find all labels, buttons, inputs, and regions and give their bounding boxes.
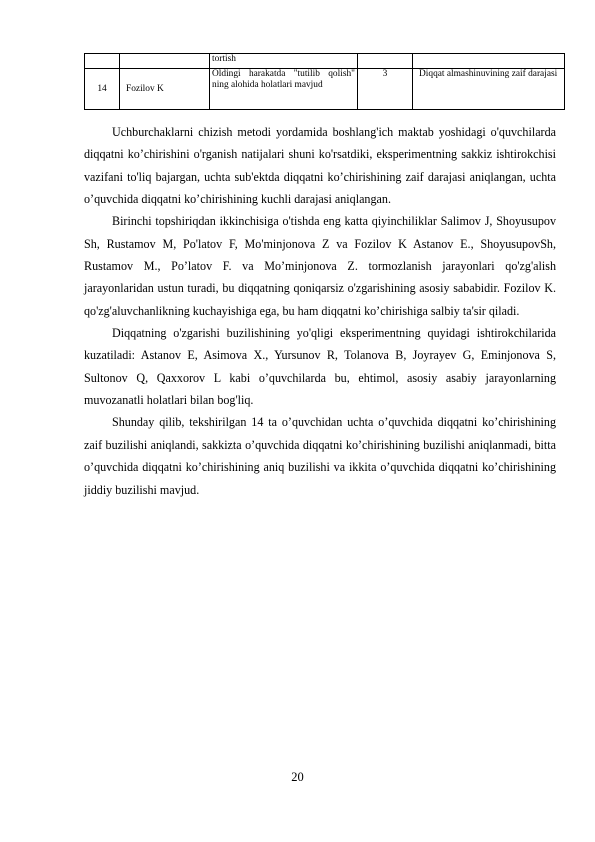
results-table [84,53,565,110]
paragraph: Diqqatning o'zgarishi buzilishining yo'qligi eksperimentning quyidagi ishtirokchilarida kuzatiladi: Astanov E, Asimova X., Yursunov R, Tolanova B, Joyrayev G, Eminjonova S, Sultonov Q, Qaxxorov L kabi o’quvchilarda bu, ehtimol, asosiy asabiy jarayonlarning muvozanatli holatlari bilan bog'liq. [84,326,556,408]
note-cell: Diqqat almashinuvining zaif darajasi [413,69,565,110]
score-cell: 3 [358,69,413,110]
table-cell [85,54,120,69]
body-text [84,121,556,501]
row-number-cell: 14 [85,69,120,110]
table-cell [358,54,413,69]
student-name-cell: Fozilov K [120,69,210,110]
paragraph: Shunday qilib, tekshirilgan 14 ta o’quvchidan uchta o’quvchida diqqatni ko’chirishining zaif buzilishi aniqlandi, sakkizta o’quvchida diqqatni ko’chirishining buzilishi aniqlanmadi, bitta o’quvchida diqqatni ko’chirishining aniq buzilishi va ikkita o’quvchida diqqatni ko’chirishining jiddiy buzilishi mavjud. [84,415,556,497]
paragraph: Birinchi topshiriqdan ikkinchisiga o'tishda eng katta qiyinchiliklar Salimov J, Shoyusupov Sh, Rustamov M, Po'latov F, Mo'minjonova Z va Fozilov K Astanov E., ShoyusupovSh, Rustamov M., Po’latov F. va Mo’minjonova Z. tormozlanish jarayonlari qo'zg'alish jarayonlaridan ustun turadi, bu diqqatning qoniqarsiz o'zgarishining asosiy sababidir. Fozilov K. qo'zg'aluvchanlikning kuchayishiga ega, bu ham diqqatni ko’chirishiga salbiy ta'sir qiladi. [84,214,556,318]
paragraph: Uchburchaklarni chizish metodi yordamida boshlang'ich maktab yoshidagi o'quvchilarda diqqatni ko’chirishini o'rganish natijalari shuni ko'rsatdiki, eksperimentning sakkiz ishtirokchisi vazifani to'liq bajargan, uchta sub'ektda diqqatni ko’chirishining zaif darajasi aniqlangan, uchta o’quvchida diqqatni ko’chirishining kuchli darajasi aniqlangan. [84,125,556,207]
table-cell: tortish [210,54,358,69]
description-cell: Oldingi harakatda "tutilib qolish" ning alohida holatlari mavjud [210,69,358,110]
table-cell [120,54,210,69]
table-row [85,69,565,110]
page-number: 20 [291,770,304,784]
table-row [85,54,565,69]
table-cell [413,54,565,69]
